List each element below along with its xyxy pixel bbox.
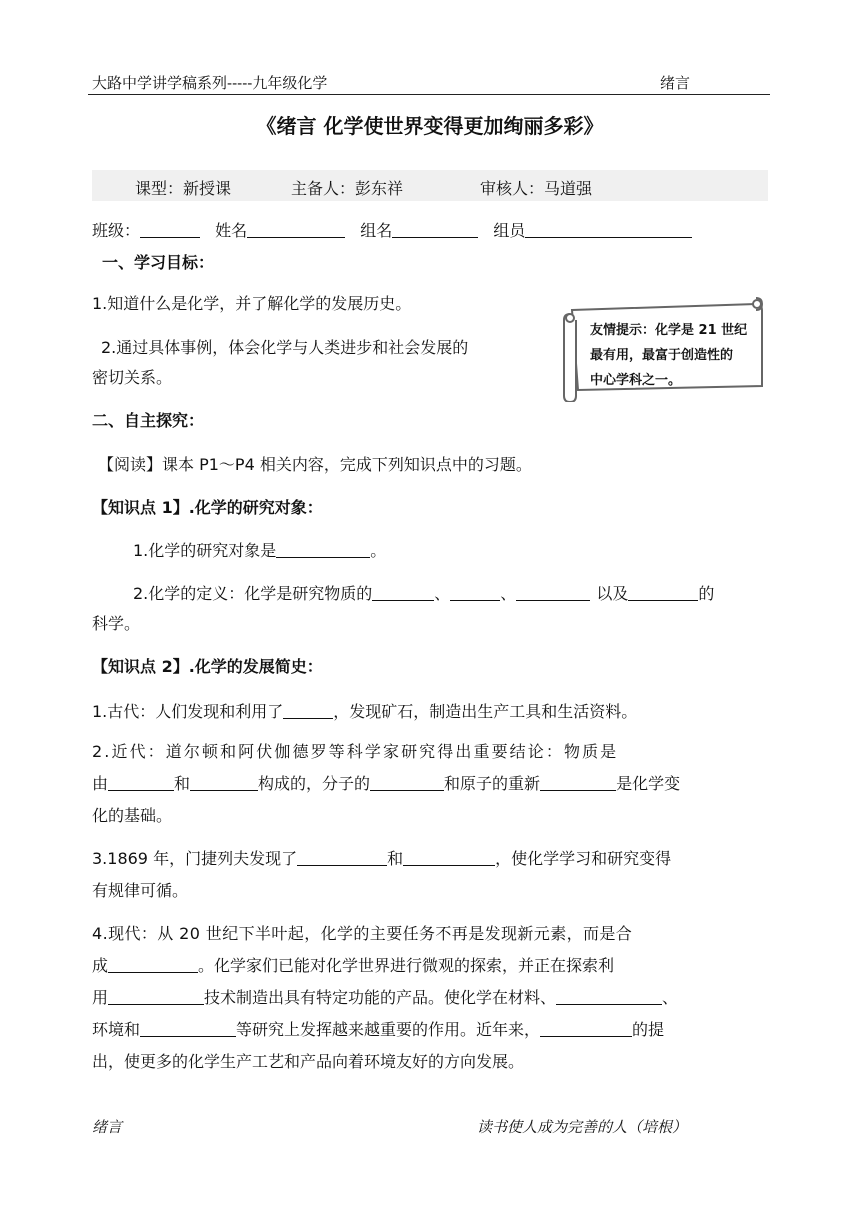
kp2-p3-blank-1[interactable] — [297, 848, 387, 866]
header-chapter: 绪言 — [660, 74, 691, 92]
kp2-p4 — [92, 918, 772, 1078]
kp2-p2-mid: 构成的，分子的 — [258, 774, 371, 793]
kp1-q2-blank-3[interactable] — [516, 583, 590, 601]
kp2-p3-and: 和 — [387, 849, 404, 868]
kp2-p3-tail: ，使化学学习和研究变得 — [495, 849, 672, 868]
kp1-q2-blank-1[interactable] — [372, 583, 434, 601]
kp1-q1-text: 1.化学的研究对象是 — [133, 541, 277, 560]
kp2-p1-text: 1.古代：人们发现和利用了 — [92, 702, 284, 721]
name-label: 姓名 — [215, 221, 248, 240]
kp2-p4-line2 — [92, 950, 772, 982]
lesson-type: 课型：新授课 — [135, 179, 232, 198]
kp2-p4-use: 用 — [92, 988, 109, 1007]
kp2-p4-mid: 。化学家们已能对化学世界进行微观的探索，并正在探索利 — [198, 956, 615, 975]
kp2-heading: 【知识点 2】.化学的发展简史： — [92, 657, 323, 676]
kp2-p4-blank-5[interactable] — [540, 1019, 632, 1037]
kp2-p2 — [92, 736, 772, 832]
kp2-p1 — [92, 701, 637, 721]
kp2-p3-text: 3.1869 年，门捷列夫发现了 — [92, 849, 298, 868]
tip-line-3: 中心学科之一。 — [590, 373, 682, 388]
kp2-p4-tail: 的提 — [632, 1020, 665, 1039]
footer-left: 绪言 — [92, 1118, 123, 1136]
goal-2b: 密切关系。 — [92, 368, 173, 387]
goal-1: 1.知道什么是化学，并了解化学的发展历史。 — [92, 294, 412, 313]
kp2-p4-sep: 、 — [662, 988, 679, 1007]
kp2-p2-tail: 是化学变 — [616, 774, 681, 793]
kp2-p2-line1: 2.近代：道尔顿和阿伏伽德罗等科学家研究得出重要结论：物质是 — [92, 742, 619, 761]
group-label: 组名 — [360, 221, 393, 240]
page-title: 《绪言 化学使世界变得更加绚丽多彩》 — [256, 114, 604, 138]
kp2-p2-line3: 化的基础。 — [92, 806, 173, 825]
lesson-author: 主备人：彭东祥 — [291, 179, 404, 198]
kp1-q1-blank[interactable] — [276, 540, 370, 558]
kp2-p4-line1: 4.现代：从 20 世纪下半叶起，化学的主要任务不再是发现新元素，而是合 — [92, 924, 633, 943]
kp2-p3-line1 — [92, 843, 772, 875]
kp2-p4-blank-2[interactable] — [108, 987, 204, 1005]
kp2-p1-tail: ，发现矿石，制造出生产工具和生活资料。 — [333, 702, 638, 721]
kp1-q1 — [133, 540, 386, 560]
kp2-p1-blank[interactable] — [283, 701, 333, 719]
kp1-q2-and: 以及 — [596, 584, 629, 603]
kp2-p4-line4 — [92, 1014, 772, 1046]
tip-line-2: 最有用，最富于创造性的 — [590, 348, 734, 363]
member-blank[interactable] — [525, 220, 692, 238]
kp2-p4-mid2: 技术制造出具有特定功能的产品。使化学在材料、 — [204, 988, 557, 1007]
section2-heading: 二、自主探究： — [92, 411, 205, 430]
header-series: 大路中学讲学稿系列-----九年级化学 — [92, 74, 328, 92]
footer-quote: 读书使人成为完善的人（培根） — [477, 1118, 688, 1136]
kp2-p2-blank-2[interactable] — [190, 773, 258, 791]
kp2-p2-blank-4[interactable] — [540, 773, 616, 791]
kp2-p4-blank-4[interactable] — [140, 1019, 236, 1037]
kp1-q2-sep-2: 、 — [500, 584, 517, 603]
reading-instruction: 【阅读】课本 P1～P4 相关内容，完成下列知识点中的习题。 — [98, 455, 532, 474]
kp2-p4-line3 — [92, 982, 772, 1014]
kp1-heading: 【知识点 1】.化学的研究对象： — [92, 498, 323, 517]
lesson-reviewer: 审核人：马道强 — [480, 179, 593, 198]
tip-text — [590, 318, 760, 393]
kp2-p2-and: 和 — [174, 774, 191, 793]
member-label: 组员 — [493, 221, 526, 240]
goal-2a: 2.通过具体事例，体会化学与人类进步和社会发展的 — [101, 338, 469, 357]
kp1-q2-blank-4[interactable] — [628, 583, 698, 601]
section1-heading: 一、学习目标： — [102, 253, 215, 272]
kp2-p3-blank-2[interactable] — [403, 848, 495, 866]
kp1-q2-text: 2.化学的定义：化学是研究物质的 — [133, 584, 373, 603]
kp2-p2-blank-3[interactable] — [370, 773, 444, 791]
kp2-p4-mid3: 等研究上发挥越来越重要的作用。近年来， — [236, 1020, 541, 1039]
kp2-p2-from: 由 — [92, 774, 109, 793]
kp2-p4-syn: 成 — [92, 956, 109, 975]
kp2-p2-blank-1[interactable] — [108, 773, 174, 791]
kp2-p4-env: 环境和 — [92, 1020, 141, 1039]
class-label: 班级： — [92, 221, 141, 240]
header-rule — [88, 94, 770, 95]
kp1-q2-sep-1: 、 — [434, 584, 451, 603]
student-info-row — [92, 220, 692, 240]
kp2-p4-line5: 出，使更多的化学生产工艺和产品向着环境友好的方向发展。 — [92, 1052, 525, 1071]
kp1-q2 — [133, 583, 714, 603]
kp2-p2-line2 — [92, 768, 772, 800]
tip-line-1: 友情提示：化学是 21 世纪 — [590, 323, 748, 338]
kp1-q2-tail: 的 — [698, 584, 715, 603]
kp2-p3 — [92, 843, 772, 907]
kp1-q2-blank-2[interactable] — [450, 583, 500, 601]
kp1-q1-end: 。 — [370, 541, 387, 560]
class-blank[interactable] — [140, 220, 200, 238]
kp2-p4-blank-1[interactable] — [108, 955, 198, 973]
kp2-p2-mid2: 和原子的重新 — [444, 774, 541, 793]
name-blank[interactable] — [247, 220, 345, 238]
kp2-p4-blank-3[interactable] — [556, 987, 662, 1005]
kp2-p3-line2: 有规律可循。 — [92, 881, 189, 900]
group-blank[interactable] — [392, 220, 478, 238]
kp1-q2-cont: 科学。 — [92, 614, 141, 633]
